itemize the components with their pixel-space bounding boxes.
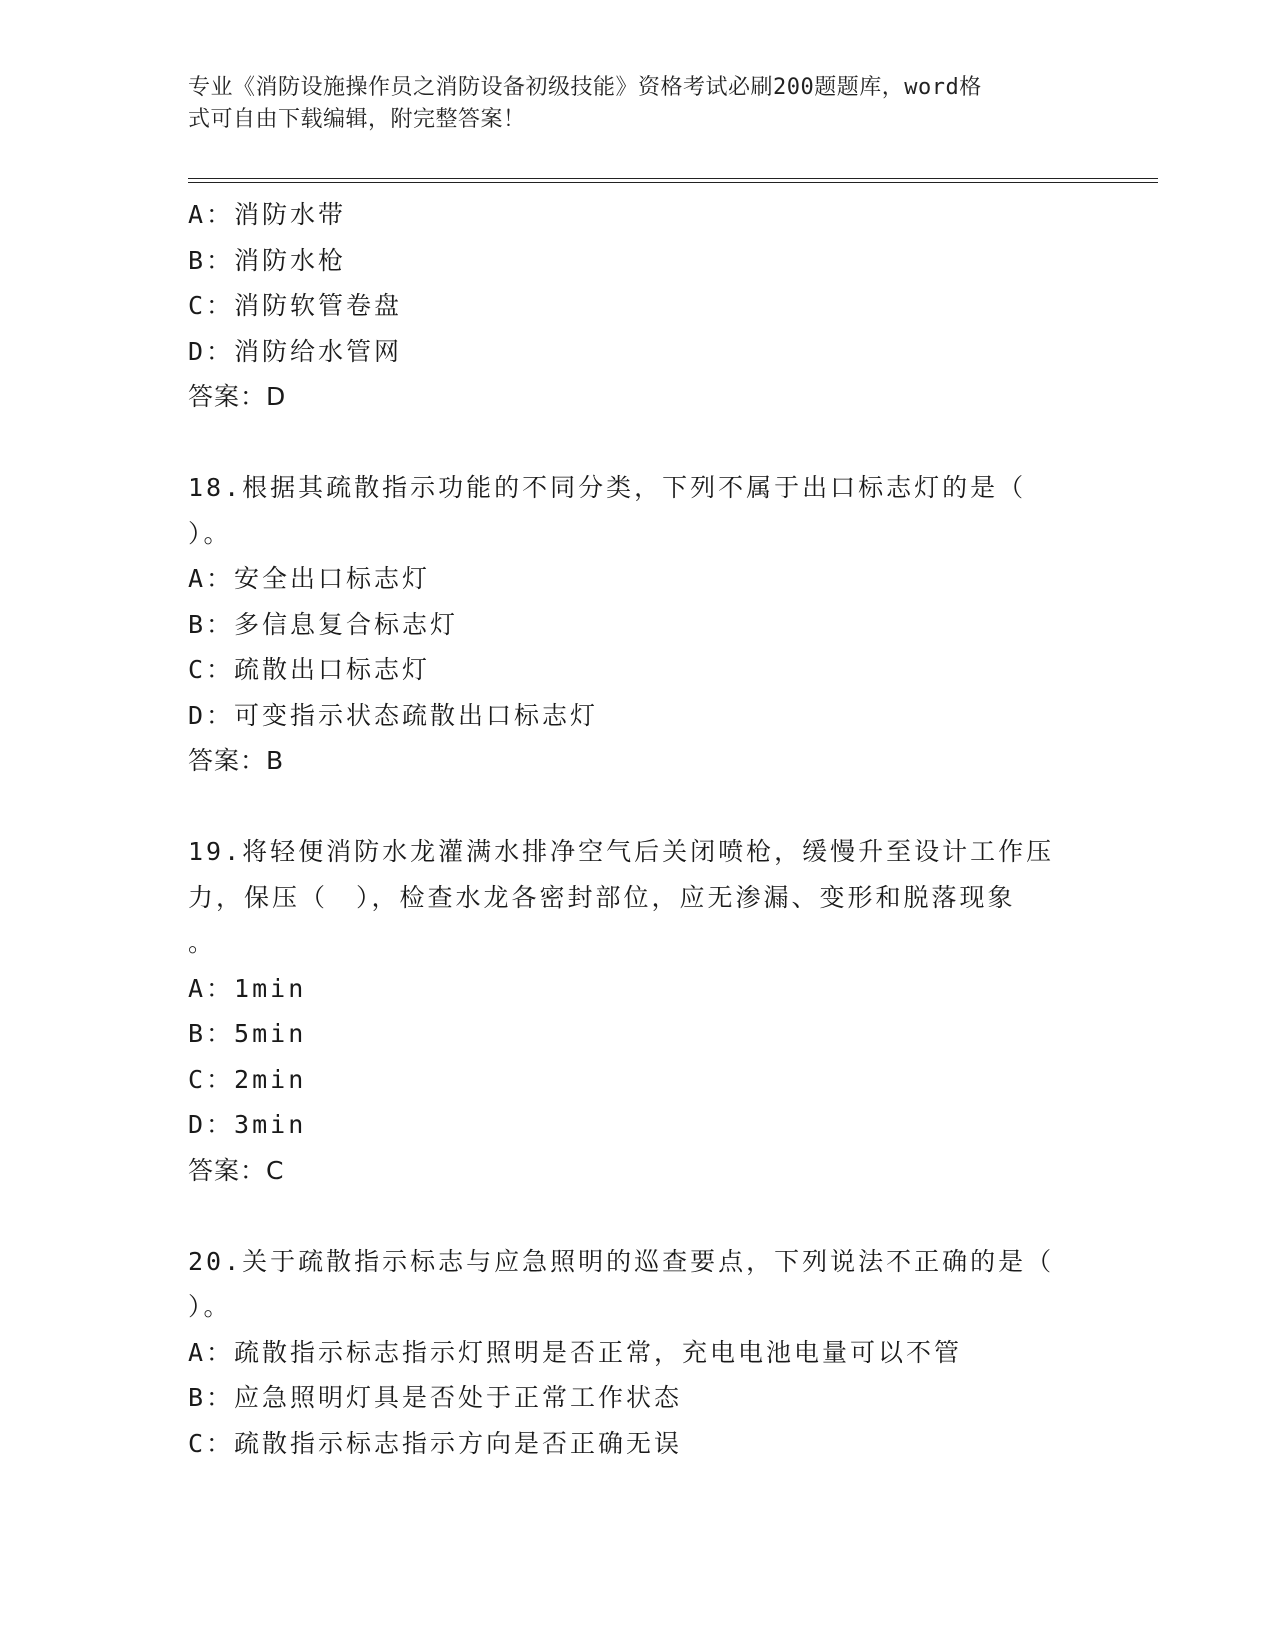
answer: 答案：C — [188, 1155, 285, 1185]
option-c: C：疏散出口标志灯 — [188, 655, 431, 684]
question-17 — [188, 192, 1088, 420]
option-a: A：安全出口标志灯 — [188, 564, 431, 593]
question-19 — [188, 829, 1088, 1193]
option-b: B：多信息复合标志灯 — [188, 609, 459, 639]
question-stem-line: 力，保压（ ），检查水龙各密封部位，应无渗漏、变形和脱落现象 — [188, 882, 1016, 912]
answer: 答案：B — [188, 746, 285, 775]
spacer — [188, 420, 1088, 466]
option-a: A：1min — [188, 973, 307, 1003]
option-b: B：应急照明灯具是否处于正常工作状态 — [188, 1383, 683, 1412]
option-d: D：消防给水管网 — [188, 336, 403, 366]
option-d: D：可变指示状态疏散出口标志灯 — [188, 700, 599, 730]
option-a: A：疏散指示标志指示灯照明是否正常，充电电池电量可以不管 — [188, 1337, 963, 1367]
option-c: C：2min — [188, 1064, 307, 1094]
option-a: A：消防水带 — [188, 200, 347, 229]
question-stem-line: ）。 — [188, 1292, 232, 1321]
header-divider — [188, 178, 1158, 179]
header-divider-second — [188, 182, 1158, 183]
option-c: C：疏散指示标志指示方向是否正确无误 — [188, 1428, 683, 1458]
spacer — [188, 1193, 1088, 1239]
question-stem-line: 18.根据其疏散指示功能的不同分类，下列不属于出口标志灯的是（ — [188, 473, 1027, 502]
option-b: B：5min — [188, 1019, 307, 1048]
spacer — [188, 784, 1088, 830]
option-d: D：3min — [188, 1110, 307, 1139]
header-line-1: 专业《消防设施操作员之消防设备初级技能》资格考试必刷200题题库，word格 — [188, 75, 982, 100]
question-18 — [188, 465, 1088, 784]
question-stem-line: 。 — [188, 928, 217, 957]
header-line-2: 式可自由下载编辑，附完整答案！ — [188, 107, 526, 132]
answer: 答案：D — [188, 382, 287, 411]
question-20 — [188, 1239, 1088, 1467]
option-b: B：消防水枪 — [188, 245, 347, 275]
option-c: C：消防软管卷盘 — [188, 291, 403, 320]
question-stem-line: 19.将轻便消防水龙灌满水排净空气后关闭喷枪，缓慢升至设计工作压 — [188, 837, 1055, 866]
question-stem-line: ）。 — [188, 518, 232, 548]
document-header — [188, 72, 1068, 136]
question-content — [188, 192, 1088, 1466]
question-stem-line: 20.关于疏散指示标志与应急照明的巡查要点，下列说法不正确的是（ — [188, 1246, 1055, 1276]
